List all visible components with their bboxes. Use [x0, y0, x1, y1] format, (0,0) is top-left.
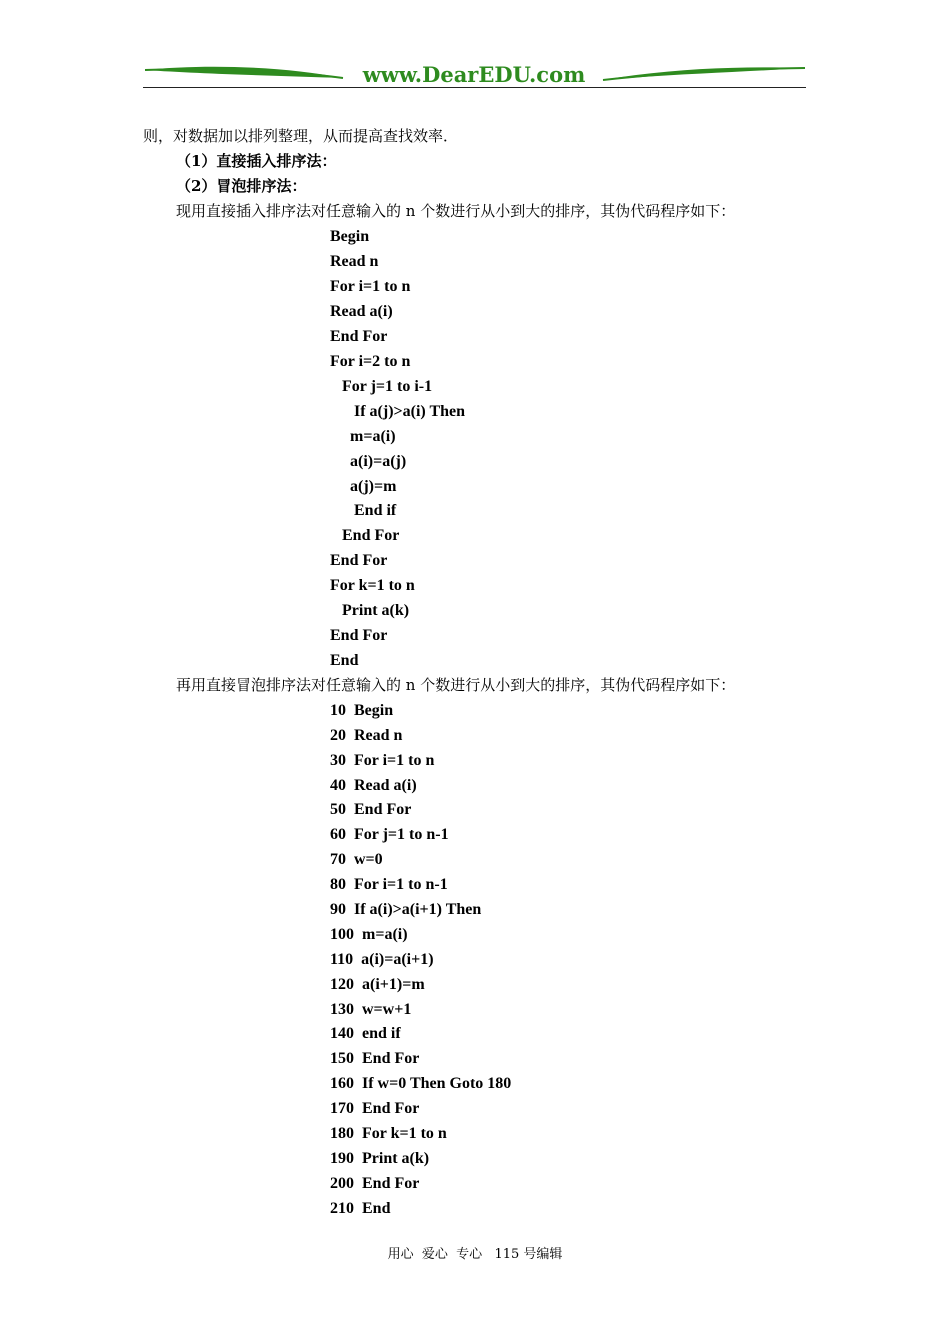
code-line: For i=1 to n: [330, 278, 411, 295]
code-line: For k=1 to n: [330, 577, 415, 594]
intro-line: 则，对数据加以排列整理，从而提高查找效率．: [143, 127, 459, 145]
header-divider: [143, 87, 806, 88]
code-line: 70 w=0: [330, 851, 383, 868]
code-line: If a(j)>a(i) Then: [330, 403, 466, 420]
code-line: 100 m=a(i): [330, 926, 408, 943]
code-line: 190 Print a(k): [330, 1150, 430, 1167]
code-line: 170 End For: [330, 1100, 420, 1117]
method2-heading: （2）冒泡排序法：: [176, 177, 307, 195]
site-logo-text: www.DearEDU.com: [362, 62, 586, 87]
code-line: 40 Read a(i): [330, 777, 417, 794]
code-line: 130 w=w+1: [330, 1001, 412, 1018]
code-line: End For: [330, 328, 388, 345]
code-line: 200 End For: [330, 1175, 420, 1192]
code-line: For i=2 to n: [330, 353, 411, 370]
code-line: End For: [330, 627, 388, 644]
code-line: Begin: [330, 228, 370, 245]
code-line: Read n: [330, 253, 379, 270]
code-line: a(j)=m: [330, 478, 397, 495]
code-line: 150 End For: [330, 1050, 420, 1067]
code-line: 20 Read n: [330, 727, 403, 744]
code-line: Read a(i): [330, 303, 393, 320]
code-line: 30 For i=1 to n: [330, 752, 435, 769]
code-line: End if: [330, 502, 397, 519]
method1-heading: （1）直接插入排序法：: [176, 152, 337, 170]
code-line: End For: [330, 527, 400, 544]
code-line: 50 End For: [330, 801, 412, 818]
code-line: 120 a(i+1)=m: [330, 976, 425, 993]
code-line: 80 For i=1 to n-1: [330, 876, 448, 893]
code-line: 10 Begin: [330, 702, 394, 719]
code-line: 140 end if: [330, 1025, 401, 1042]
page-footer: 用心 爱心 专心 115 号编辑: [387, 1247, 563, 1262]
code-line: End: [330, 652, 359, 669]
code-line: a(i)=a(j): [330, 453, 407, 470]
code-line: 210 End: [330, 1200, 391, 1217]
code-line: 90 If a(i)>a(i+1) Then: [330, 901, 482, 918]
code-line: 110 a(i)=a(i+1): [330, 951, 434, 968]
code-line: 60 For j=1 to n-1: [330, 826, 449, 843]
insertion-intro: 现用直接插入排序法对任意输入的 n 个数进行从小到大的排序，其伪代码程序如下：: [176, 202, 736, 220]
code-line: m=a(i): [330, 428, 396, 445]
code-line: 160 If w=0 Then Goto 180: [330, 1075, 512, 1092]
bubble-intro: 再用直接冒泡排序法对任意输入的 n 个数进行从小到大的排序，其伪代码程序如下：: [176, 676, 736, 694]
code-line: For j=1 to i-1: [330, 378, 433, 395]
code-line: 180 For k=1 to n: [330, 1125, 447, 1142]
code-line: End For: [330, 552, 388, 569]
code-line: Print a(k): [330, 602, 410, 619]
